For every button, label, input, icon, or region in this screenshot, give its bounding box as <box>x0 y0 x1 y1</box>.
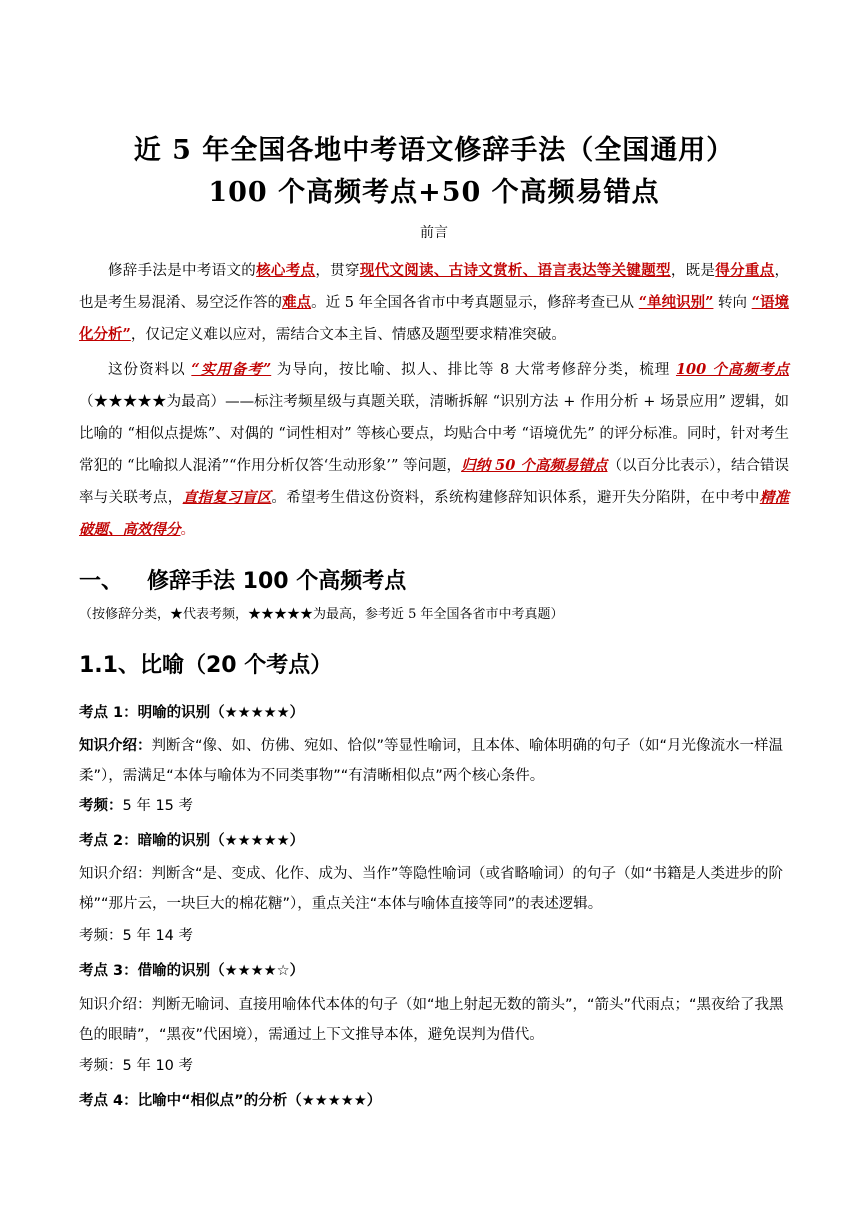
keypoint-1-intro-label: 知识介绍： <box>79 738 152 754</box>
body-text: （★★★★★为最高）——标注考频星级与真题关联，清晰拆解 “识别方法 + 作用分析 + 场景应用” 逻辑，如比喻的 “相似点提炼”、对偶的 “词性相对” 等核心要点，均贴合中考 “语境优先” 的评分标准。同时，针对考生常犯的 “比喻拟人混淆”“作用分析仅答‘生动形象’” 等问题， <box>79 394 789 474</box>
body-text: ，贯穿 <box>315 263 360 279</box>
body-text: 。近 5 年全国各省市中考真题显示，修辞考查已从 <box>311 295 639 311</box>
keypoint-2-intro-text: 判断含“是、变成、化作、成为、当作”等隐性喻词（或省略喻词）的句子（如“书籍是人类进步的阶梯”“那片云，一块巨大的棉花糖”），重点关注“本体与喻体直接等同”的表述逻辑。 <box>79 866 784 912</box>
body-text: 为导向，按比喻、拟人、排比等 8 大常考修辞分类，梳理 <box>271 362 676 378</box>
section-1-number: 一、 <box>79 569 124 594</box>
keypoint-1-intro <box>79 731 791 791</box>
section-1-note: （按修辞分类，★代表考频，★★★★★为最高，参考近 5 年全国各省市中考真题） <box>79 607 564 622</box>
body-text: 修辞手法是中考语文的 <box>108 263 257 279</box>
emphasis-text: 得分重点 <box>715 262 775 279</box>
body-text: ，也是考生易混淆、易空泛作答的 <box>79 263 790 311</box>
body-text: ，仅记定义难以应对，需结合文本主旨、情感及题型要求精准突破。 <box>130 327 566 343</box>
keypoint-3-intro <box>79 990 791 1050</box>
keypoint-2-intro-label: 知识介绍： <box>79 866 152 882</box>
keypoint-2-intro <box>79 859 791 919</box>
body-text: 。希望考生借这份资料，系统构建修辞知识体系，避开失分陷阱，在中考中 <box>271 490 760 506</box>
subsection-heading: 1.1、比喻（20 个考点） <box>79 653 333 678</box>
body-text: ，既是 <box>670 263 716 279</box>
emphasis-text: 直指复习盲区 <box>182 489 272 506</box>
emphasis-text: 100 个高频考点 <box>675 361 789 378</box>
keypoint-3-frequency-label: 考频： <box>79 1058 123 1074</box>
emphasis-text: 精准破题、高效得分 <box>79 489 790 538</box>
keypoint-3-frequency-value: 5 年 10 考 <box>122 1058 194 1074</box>
emphasis-text: 核心考点 <box>256 262 316 279</box>
keypoint-3-intro-text: 判断无喻词、直接用喻体代本体的句子（如“地上射起无数的箭头”，“箭头”代雨点；“黑夜给了我黑色的眼睛”，“黑夜”代困境），需通过上下文推导本体，避免误判为借代。 <box>79 997 784 1043</box>
preface-label: 前言 <box>420 225 448 241</box>
keypoint-4-title: 考点 4：比喻中“相似点”的分析（★★★★★） <box>79 1093 382 1109</box>
emphasis-text: 归纳 50 个高频易错点 <box>461 457 608 474</box>
keypoint-1-intro-text: 判断含“像、如、仿佛、宛如、恰似”等显性喻词，且本体、喻体明确的句子（如“月光像流水一样温柔”），需满足“本体与喻体为不同类事物”“有清晰相似点”两个核心条件。 <box>79 738 784 784</box>
emphasis-text: “单纯识别” <box>638 294 714 311</box>
keypoint-1-frequency-label: 考频： <box>79 798 123 814</box>
keypoint-2-frequency-value: 5 年 14 考 <box>122 928 194 944</box>
emphasis-text: 现代文阅读、古诗文赏析、语言表达等关键题型 <box>359 262 671 279</box>
keypoint-2-frequency <box>79 925 791 947</box>
intro-paragraph-1 <box>79 255 789 351</box>
section-1-title: 修辞手法 100 个高频考点 <box>147 569 407 594</box>
emphasis-text: “语境化分析” <box>79 294 790 343</box>
document-title-line2: 100 个高频考点+50 个高频易错点 <box>208 177 660 208</box>
body-text: 这份资料以 <box>108 362 192 378</box>
body-text: 转向 <box>713 295 752 311</box>
keypoint-2-title: 考点 2：暗喻的识别（★★★★★） <box>79 833 305 849</box>
document-title-line1: 近 5 年全国各地中考语文修辞手法（全国通用） <box>133 135 735 166</box>
keypoint-1-title: 考点 1：明喻的识别（★★★★★） <box>79 705 305 721</box>
keypoint-1-frequency <box>79 795 791 817</box>
emphasis-text: 难点 <box>282 294 312 311</box>
keypoint-2-frequency-label: 考频： <box>79 928 123 944</box>
emphasis-text: 。 <box>180 522 195 538</box>
emphasis-text: “实用备考” <box>191 361 272 378</box>
keypoint-3-frequency <box>79 1055 791 1077</box>
body-text: （以百分比表示），结合错误率与关联考点， <box>79 458 789 506</box>
keypoint-1-frequency-value: 5 年 15 考 <box>122 798 194 814</box>
section-1-heading <box>79 566 406 598</box>
intro-paragraph-2 <box>79 354 789 546</box>
keypoint-3-title: 考点 3：借喻的识别（★★★★☆） <box>79 963 305 979</box>
keypoint-3-intro-label: 知识介绍： <box>79 997 152 1013</box>
